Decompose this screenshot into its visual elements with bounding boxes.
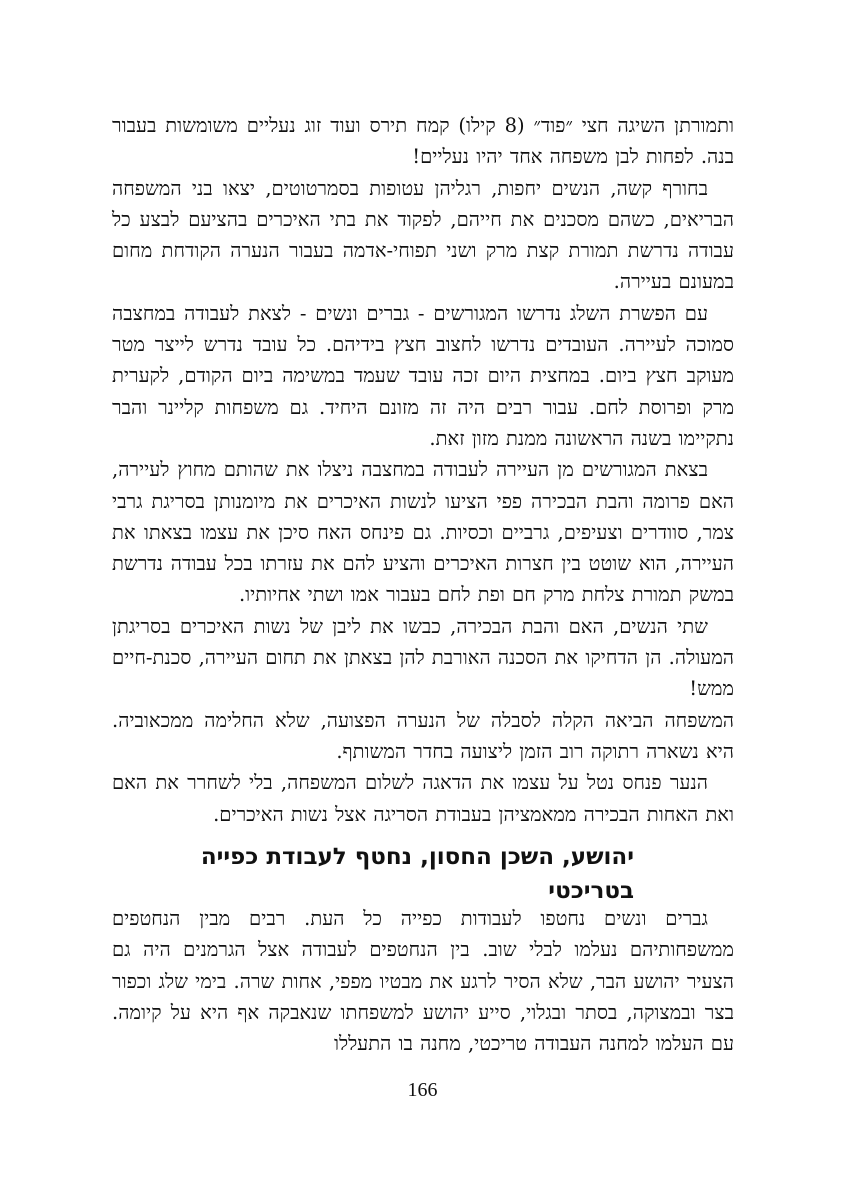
paragraph-2: בחורף קשה, הנשים יחפות, רגליהן עטופות בסמרטוטים, יצאו בני המשפחה הבריאים, כשהם מסכנים את חייהם, לפקוד את בתי האיכרים בהציעם לבצע כל עבודה נדרשת תמורת קצת מרק ושני תפוחי-אדמה בעבור הנערה הקודחת מחום במעונם בעיירה. [112,176,734,294]
page-number: 166 [407,1079,438,1101]
section-heading: יהושע, השכן החסון, נחטף לעבודת כפייה בטריכטי [200,844,634,904]
paragraph-5: שתי הנשים, האם והבת הבכירה, כבשו את ליבן של נשות האיכרים בסריגתן המעולה. הן הדחיקו את הסכנה האורבת להן בצאתן את תחום העיירה, סכנת-חיים ממש! [112,614,734,701]
body-text [112,110,734,830]
paragraph-4: בצאת המגורשים מן העיירה לעבודה במחצבה ניצלו את שהותם מחוץ לעיירה, האם פרומה והבת הבכירה פפי הציעו לנשות האיכרים את מיומנותן בסריגת גרבי צמר, סוודרים וצעיפים, גרביים וכסיות. גם פינחס האח סיכן את עצמו בצאתו את העיירה, הוא שוטט בין חצרות האיכרים והציע להם את עזרתו בכל עבודה נדרשת במשק תמורת צלחת מרק חם ופת לחם בעבור אמו ושתי אחיותיו. [112,458,734,607]
paragraph-3: עם הפשרת השלג נדרשו המגורשים - גברים ונשים - לצאת לעבודה במחצבה סמוכה לעיירה. העובדים נדרשו לחצוב חצץ בידיהם. כל עובד נדרש לייצר מטר מעוקב חצץ ביום. במחצית היום זכה עובד שעמד במשימה ביום הקודם, לקערית מרק ופרוסת לחם. עבור רבים היה זה מזונם היחיד. גם משפחות קליינר והבר נתקיימו בשנה הראשונה ממנת מזון זאת. [112,301,734,450]
section-paragraph: גברים ונשים נחטפו לעבודות כפייה כל העת. רבים מבין הנחטפים ממשפחותיהם נעלמו לבלי שוב. בין הנחטפים לעבודה אצל הגרמנים היה גם הצעיר יהושע הבר, שלא הסיר לרגע את מבטיו מפפי, אחות שרה. בימי שלג וכפור בצר ובמצוקה, בסתר ובגלוי, סייע יהושע למשפחתו שנאבקה אף היא על קיומה. עם העלמו למחנה העבודה טריכטי, מחנה בו התעללו [112,907,734,1056]
paragraph-1: ותמורתן השיגה חצי ״פוד״ (8 קילו) קמח תירס ועוד זוג נעליים משומשות בעבור בנה. לפחות לבן משפחה אחד יהיו נעליים! [112,114,734,169]
paragraph-7: הנער פנחס נטל על עצמו את הדאגה לשלום המשפחה, בלי לשחרר את האם ואת האחות הבכירה ממאמציהן בעבודת הסריגה אצל נשות האיכרים. [112,771,734,826]
section-body-text [112,903,734,1059]
paragraph-6: המשפחה הביאה הקלה לסבלה של הנערה הפצועה, שלא החלימה ממכאוביה. היא נשארה רתוקה רוב הזמן ליצועה בחדר המשותף. [112,708,734,763]
